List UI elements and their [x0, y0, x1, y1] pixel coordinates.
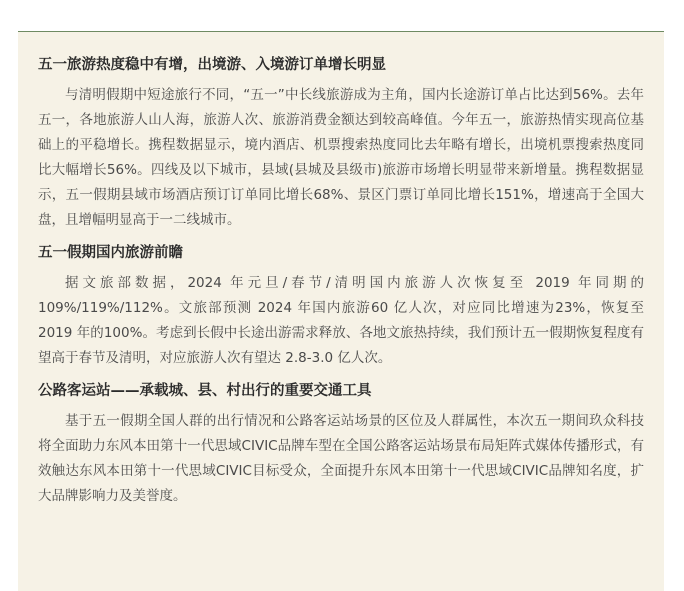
- section-title-tourism-heat: 五一旅游热度稳中有增，出境游、入境游订单增长明显: [38, 57, 386, 73]
- section-body-tourism-heat: 与清明假期中短途旅行不同，“五一”中长线旅游成为主角，国内长途游订单占比达到56%。去年五一，各地旅游人山人海，旅游人次、旅游消费金额达到较高峰值。今年五一，旅游热情实现高位基础上的平稳增长。携程数据显示，境内酒店、机票搜索热度同比去年略有增长，出境机票搜索热度同比大幅增长56%。四线及以下城市，县域(县城及县级市)旅游市场增长明显带来新增量。携程数据显示，五一假期县域市场酒店预订订单同比增长68%、景区门票订单同比增长151%，增速高于全国大盘，且增幅明显高于一二线城市。: [38, 87, 644, 228]
- section-title-domestic-outlook: 五一假期国内旅游前瞻: [38, 245, 183, 261]
- section-body-bus-station: 基于五一假期全国人群的出行情况和公路客运站场景的区位及人群属性，本次五一期间玖众科技将全面助力东风本田第十一代思域CIVIC品牌车型在全国公路客运站场景布局矩阵式媒体传播形式，有效触达东风本田第十一代思域CIVIC目标受众，全面提升东风本田第十一代思域CIVIC品牌知名度，扩大品牌影响力及美誉度。: [38, 413, 644, 504]
- section-body-domestic-outlook: 据文旅部数据，2024 年元旦/春节/清明国内旅游人次恢复至 2019 年同期的109%/119%/112%。文旅部预测 2024 年国内旅游60 亿人次，对应同比增速为23%，恢复至 2019 年的100%。考虑到长假中长途出游需求释放、各地文旅热持续，我们预计五一假期恢复程度有望高于春节及清明，对应旅游人次有望达 2.8-3.0 亿人次。: [38, 275, 644, 366]
- article-card: [18, 31, 664, 591]
- section-title-bus-station: 公路客运站——承载城、县、村出行的重要交通工具: [38, 383, 372, 399]
